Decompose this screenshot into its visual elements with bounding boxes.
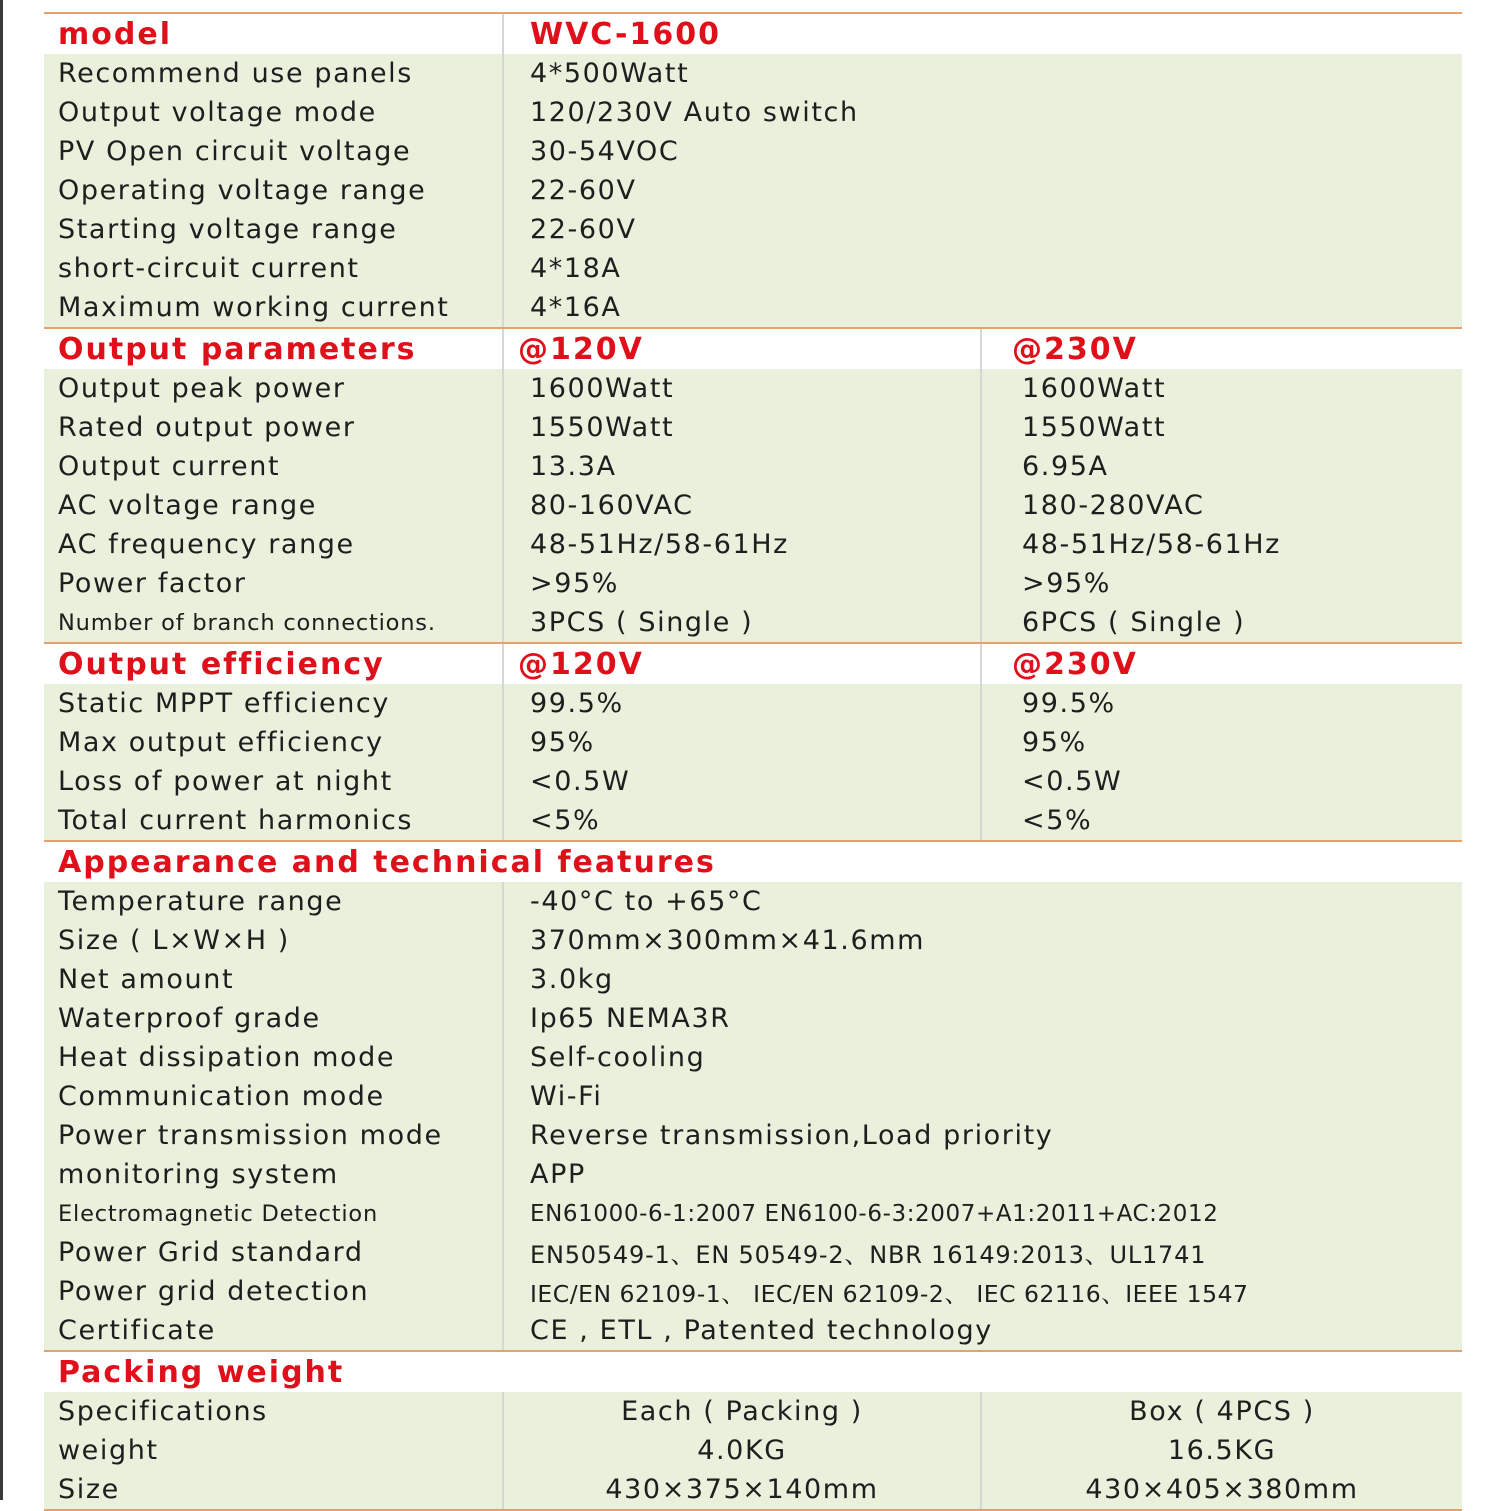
- row-label: Output peak power: [58, 373, 346, 404]
- value-120v: 99.5%: [502, 684, 980, 723]
- row-label: Number of branch connections.: [58, 609, 436, 636]
- row-value: Wi-Fi: [502, 1077, 1462, 1116]
- row-value: APP: [502, 1155, 1462, 1194]
- row-value: 30-54VOC: [502, 132, 1462, 171]
- table-row: [44, 1194, 1462, 1233]
- row-value: 370mm×300mm×41.6mm: [502, 921, 1462, 960]
- table-row: [44, 447, 1462, 486]
- table-row: [44, 882, 1462, 921]
- spec-table: [44, 12, 1462, 1505]
- model-label: model: [58, 16, 172, 52]
- table-row: [44, 1431, 1462, 1470]
- value-230v: <5%: [980, 801, 1462, 840]
- row-value: 120/230V Auto switch: [502, 93, 1462, 132]
- column-header-120v: @120V: [502, 644, 980, 684]
- value-120v: >95%: [502, 564, 980, 603]
- row-label: AC voltage range: [58, 490, 318, 521]
- box-value: 430×405×380mm: [980, 1470, 1462, 1509]
- table-row: [44, 1077, 1462, 1116]
- row-label: Maximum working current: [58, 292, 450, 323]
- row-label: Heat dissipation mode: [58, 1042, 396, 1073]
- table-row: [44, 1392, 1462, 1431]
- table-row: [44, 1116, 1462, 1155]
- value-120v: <5%: [502, 801, 980, 840]
- table-row: [44, 564, 1462, 603]
- table-row: [44, 288, 1462, 327]
- value-230v: 48-51Hz/58-61Hz: [980, 525, 1462, 564]
- section-model: [44, 14, 1462, 329]
- column-header-120v: @120V: [502, 329, 980, 369]
- row-label: Operating voltage range: [58, 175, 427, 206]
- value-230v: 99.5%: [980, 684, 1462, 723]
- table-row: [44, 1038, 1462, 1077]
- row-label: Electromagnetic Detection: [58, 1200, 379, 1227]
- column-header-230v: @230V: [980, 329, 1462, 369]
- value-120v: 95%: [502, 723, 980, 762]
- table-row: [44, 249, 1462, 288]
- section-output-parameters: [44, 329, 1462, 644]
- table-row: [44, 93, 1462, 132]
- row-label: Waterproof grade: [58, 1003, 321, 1034]
- row-value: IEC/EN 62109-1、 IEC/EN 62109-2、 IEC 62116、IEEE 1547: [502, 1272, 1462, 1311]
- row-label: monitoring system: [58, 1159, 339, 1190]
- table-row: [44, 210, 1462, 249]
- row-label: Communication mode: [58, 1081, 385, 1112]
- table-row: [44, 1272, 1462, 1311]
- value-230v: <0.5W: [980, 762, 1462, 801]
- value-230v: 1550Watt: [980, 408, 1462, 447]
- row-label: Temperature range: [58, 886, 344, 917]
- value-230v: 6PCS ( Single ): [980, 603, 1462, 642]
- row-value: 3.0kg: [502, 960, 1462, 999]
- row-value: 4*16A: [502, 288, 1462, 327]
- row-label: Size ( L×W×H ): [58, 925, 290, 956]
- value-120v: 3PCS ( Single ): [502, 603, 980, 642]
- row-label: AC frequency range: [58, 529, 355, 560]
- table-row: [44, 921, 1462, 960]
- table-row: [44, 723, 1462, 762]
- value-120v: 1550Watt: [502, 408, 980, 447]
- row-label: Max output efficiency: [58, 727, 384, 758]
- table-row: [44, 960, 1462, 999]
- table-row: [44, 762, 1462, 801]
- table-row: [44, 369, 1462, 408]
- value-120v: 48-51Hz/58-61Hz: [502, 525, 980, 564]
- section-header: [44, 1352, 1462, 1392]
- row-label: PV Open circuit voltage: [58, 136, 412, 167]
- table-row: [44, 1311, 1462, 1350]
- value-230v: 6.95A: [980, 447, 1462, 486]
- table-row: [44, 486, 1462, 525]
- table-row: [44, 603, 1462, 642]
- table-row: [44, 1155, 1462, 1194]
- row-value: 22-60V: [502, 210, 1462, 249]
- section-appearance: [44, 842, 1462, 1352]
- section-header: [44, 842, 1462, 882]
- row-label: Certificate: [58, 1315, 216, 1346]
- row-label: weight: [58, 1435, 159, 1466]
- section-header: [44, 329, 1462, 369]
- row-label: Static MPPT efficiency: [58, 688, 390, 719]
- row-value: Self-cooling: [502, 1038, 1462, 1077]
- each-value: 430×375×140mm: [502, 1470, 980, 1509]
- row-label: Power grid detection: [58, 1276, 370, 1307]
- row-label: Size: [58, 1474, 120, 1505]
- table-row: [44, 1470, 1462, 1509]
- row-value: EN50549-1、EN 50549-2、NBR 16149:2013、UL1741: [502, 1233, 1462, 1272]
- value-230v: 95%: [980, 723, 1462, 762]
- row-label: Rated output power: [58, 412, 356, 443]
- value-120v: 1600Watt: [502, 369, 980, 408]
- row-value: EN61000-6-1:2007 EN6100-6-3:2007+A1:2011+AC:2012: [502, 1194, 1462, 1233]
- value-230v: >95%: [980, 564, 1462, 603]
- each-value: Each ( Packing ): [502, 1392, 980, 1431]
- model-row: [44, 14, 1462, 54]
- table-row: [44, 54, 1462, 93]
- row-label: Starting voltage range: [58, 214, 398, 245]
- row-label: Power transmission mode: [58, 1120, 443, 1151]
- row-value: 22-60V: [502, 171, 1462, 210]
- each-value: 4.0KG: [502, 1431, 980, 1470]
- model-value: WVC-1600: [502, 14, 1462, 54]
- section-title: Output parameters: [58, 331, 417, 367]
- table-row: [44, 801, 1462, 840]
- row-label: Power Grid standard: [58, 1237, 364, 1268]
- section-header: [44, 644, 1462, 684]
- table-row: [44, 684, 1462, 723]
- section-packing: [44, 1352, 1462, 1511]
- value-120v: 13.3A: [502, 447, 980, 486]
- section-output-efficiency: [44, 644, 1462, 842]
- value-230v: 1600Watt: [980, 369, 1462, 408]
- box-value: 16.5KG: [980, 1431, 1462, 1470]
- row-value: Reverse transmission,Load priority: [502, 1116, 1462, 1155]
- row-label: Specifications: [58, 1396, 268, 1427]
- row-label: Recommend use panels: [58, 58, 413, 89]
- value-120v: <0.5W: [502, 762, 980, 801]
- row-value: 4*18A: [502, 249, 1462, 288]
- row-value: 4*500Watt: [502, 54, 1462, 93]
- row-label: Power factor: [58, 568, 247, 599]
- section-title: Packing weight: [58, 1354, 345, 1390]
- table-row: [44, 525, 1462, 564]
- row-label: Net amount: [58, 964, 235, 995]
- column-header-230v: @230V: [980, 644, 1462, 684]
- section-title: Output efficiency: [58, 646, 385, 682]
- value-230v: 180-280VAC: [980, 486, 1462, 525]
- table-row: [44, 999, 1462, 1038]
- row-label: Loss of power at night: [58, 766, 393, 797]
- table-row: [44, 171, 1462, 210]
- table-row: [44, 132, 1462, 171]
- row-value: CE , ETL , Patented technology: [502, 1311, 1462, 1350]
- box-value: Box ( 4PCS ): [980, 1392, 1462, 1431]
- row-value: Ip65 NEMA3R: [502, 999, 1462, 1038]
- row-value: -40°C to +65°C: [502, 882, 1462, 921]
- value-120v: 80-160VAC: [502, 486, 980, 525]
- table-row: [44, 408, 1462, 447]
- row-label: Total current harmonics: [58, 805, 414, 836]
- row-label: short-circuit current: [58, 253, 360, 284]
- section-title: Appearance and technical features: [58, 844, 716, 880]
- table-row: [44, 1233, 1462, 1272]
- row-label: Output current: [58, 451, 281, 482]
- row-label: Output voltage mode: [58, 97, 377, 128]
